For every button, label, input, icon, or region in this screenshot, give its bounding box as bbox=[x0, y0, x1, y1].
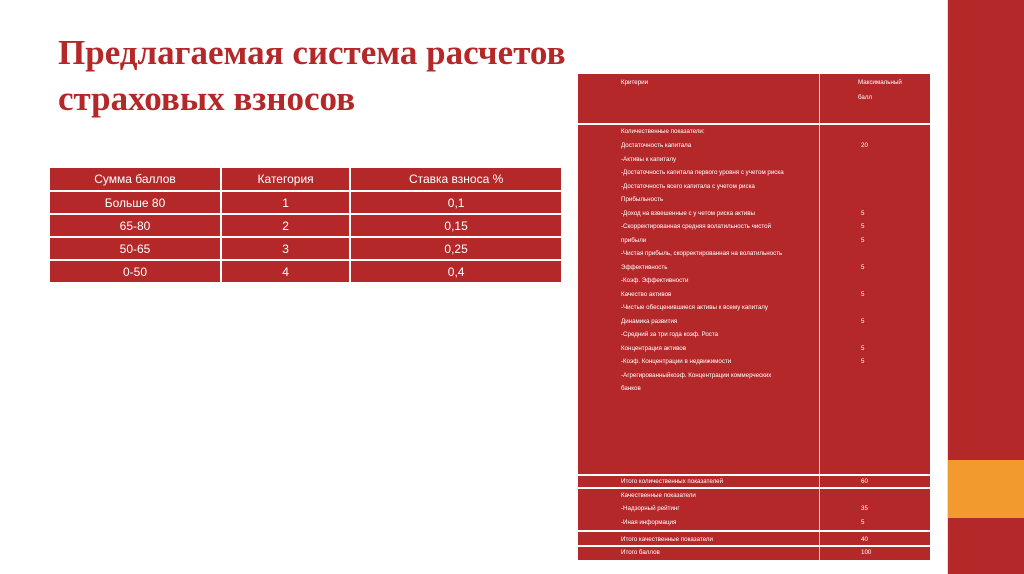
total-qual-label: Итого качественные показатели bbox=[621, 536, 713, 543]
slide-title: Предлагаемая система расчетов страховых взносов bbox=[58, 33, 566, 118]
qual-value: 5 bbox=[861, 519, 865, 526]
criteria-label: -Чистые обесценившиеся активы к всему капиталу bbox=[621, 304, 769, 311]
row-divider bbox=[578, 487, 930, 489]
criteria-value: 5 bbox=[861, 291, 865, 298]
qual-label: Качественные показатели bbox=[621, 492, 696, 499]
criteria-label: -Средний за три года коэф. Роста bbox=[621, 331, 719, 338]
table-row bbox=[50, 261, 561, 284]
cell-rate: 0,4 bbox=[351, 261, 561, 284]
qual-label: -Надзорный рейтинг bbox=[621, 505, 680, 512]
criteria-value: 5 bbox=[861, 210, 865, 217]
row-divider bbox=[578, 545, 930, 547]
criteria-value: 5 bbox=[861, 223, 865, 230]
cell-score: Больше 80 bbox=[50, 192, 222, 215]
criteria-value: 5 bbox=[861, 264, 865, 271]
criteria-label: -Агрегированныйкоэф. Концентрации коммерческих bbox=[621, 372, 772, 379]
criteria-table bbox=[578, 74, 930, 560]
header-max-line1: Максимальный bbox=[858, 79, 902, 86]
header-score-sum: Сумма баллов bbox=[50, 168, 222, 192]
row-divider bbox=[578, 530, 930, 532]
cell-score: 65-80 bbox=[50, 215, 222, 238]
criteria-label: Прибыльность bbox=[621, 196, 664, 203]
criteria-value: 5 bbox=[861, 358, 865, 365]
criteria-label: Количественные показатели: bbox=[621, 128, 705, 135]
criteria-label: -Доход на взвешенные с у четом риска активы bbox=[621, 210, 755, 217]
row-divider bbox=[578, 474, 930, 476]
criteria-label: Достаточность капитала bbox=[621, 142, 692, 149]
header-category: Категория bbox=[222, 168, 351, 192]
criteria-label: -Чистая прибыль, скорректированная на волатильность bbox=[621, 250, 783, 257]
criteria-label: Динамика развития bbox=[621, 318, 678, 325]
cell-category: 1 bbox=[222, 192, 351, 215]
table-header-row bbox=[50, 168, 561, 192]
header-criteria: Критерии bbox=[621, 79, 649, 86]
criteria-value: 5 bbox=[861, 237, 865, 244]
qual-value: 35 bbox=[861, 505, 868, 512]
criteria-value: 5 bbox=[861, 318, 865, 325]
criteria-label: -Коэф. Эффективности bbox=[621, 277, 689, 284]
total-quant-label: Итого количественных показателей bbox=[621, 478, 724, 485]
criteria-label: Концентрация активов bbox=[621, 345, 687, 352]
cell-score: 0-50 bbox=[50, 261, 222, 284]
criteria-value: 5 bbox=[861, 345, 865, 352]
total-qual-value: 40 bbox=[861, 536, 868, 543]
cell-category: 4 bbox=[222, 261, 351, 284]
cell-rate: 0,1 bbox=[351, 192, 561, 215]
criteria-value: 20 bbox=[861, 142, 868, 149]
total-value: 100 bbox=[861, 549, 872, 556]
criteria-label: прибыли bbox=[621, 237, 647, 244]
header-rate: Ставка взноса % bbox=[351, 168, 561, 192]
criteria-label: -Активы к капиталу bbox=[621, 156, 677, 163]
criteria-label: -Достаточность капитала первого уровня с учетом риска bbox=[621, 169, 784, 176]
table-row bbox=[50, 192, 561, 215]
side-accent-block bbox=[948, 460, 1024, 518]
cell-rate: 0,15 bbox=[351, 215, 561, 238]
criteria-label: -Скорректированная средняя волатильность чистой bbox=[621, 223, 772, 230]
insurance-rate-table bbox=[50, 168, 561, 284]
criteria-label: Качество активов bbox=[621, 291, 672, 298]
table-row bbox=[50, 215, 561, 238]
qual-label: -Иная информация bbox=[621, 519, 677, 526]
criteria-label: банков bbox=[621, 385, 641, 392]
total-label: Итого баллов bbox=[621, 549, 660, 556]
cell-score: 50-65 bbox=[50, 238, 222, 261]
criteria-label: -Коэф. Концентрации в недвижимости bbox=[621, 358, 732, 365]
cell-rate: 0,25 bbox=[351, 238, 561, 261]
total-quant-value: 60 bbox=[861, 478, 868, 485]
cell-category: 2 bbox=[222, 215, 351, 238]
table-row bbox=[50, 238, 561, 261]
criteria-label: -Достаточность всего капитала с учетом риска bbox=[621, 183, 755, 190]
row-divider bbox=[578, 123, 930, 125]
criteria-label: Эффективность bbox=[621, 264, 668, 271]
cell-category: 3 bbox=[222, 238, 351, 261]
header-max-line2: балл bbox=[858, 94, 873, 101]
